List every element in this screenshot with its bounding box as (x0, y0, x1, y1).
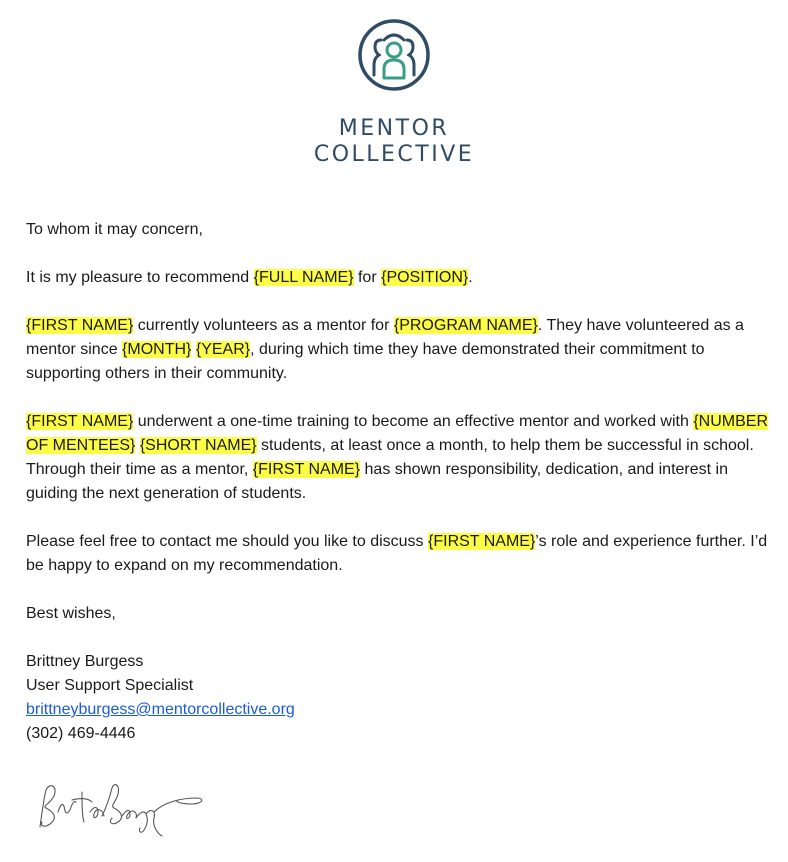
text: Please feel free to contact me should you like to discuss (26, 533, 428, 550)
signer-email-link[interactable]: brittneyburgess@mentorcollective.org (26, 701, 295, 718)
text: students, at least once a month, to help them be successful in school. Through their time as a mentor, (26, 437, 754, 478)
placeholder-first-name: {FIRST NAME} (26, 413, 134, 430)
signer-title: User Support Specialist (26, 677, 194, 694)
handwritten-signature (32, 772, 212, 842)
placeholder-position: {POSITION} (381, 269, 469, 286)
paragraph-intro (26, 266, 776, 290)
text: It is my pleasure to recommend (26, 269, 254, 286)
logo-text-mentor: MENTOR (338, 116, 450, 141)
text: for (353, 269, 382, 286)
placeholder-month: {MONTH} (122, 341, 192, 358)
letter-body (26, 218, 776, 746)
text: . They have volunteered as a mentor since (26, 317, 744, 358)
text: , during which time they have demonstrated their commitment to supporting others in their community. (26, 341, 705, 382)
text: underwent a one-time training to become an effective mentor and worked with (133, 413, 694, 430)
text: . (468, 269, 473, 286)
text: ’s role and experience further. I’d be happy to expand on my recommendation. (26, 533, 768, 574)
placeholder-program-name: {PROGRAM NAME} (393, 317, 538, 334)
salutation: To whom it may concern, (26, 221, 203, 238)
paragraph-volunteer (26, 314, 776, 386)
placeholder-number-of-mentees: {NUMBER OF MENTEES} (26, 413, 768, 454)
placeholder-full-name: {FULL NAME} (253, 269, 354, 286)
logo-text-collective: COLLECTIVE (313, 142, 475, 167)
placeholder-year: {YEAR} (195, 341, 251, 358)
closing: Best wishes, (26, 605, 116, 622)
placeholder-short-name: {SHORT NAME} (139, 437, 257, 454)
people-group-icon (354, 10, 434, 110)
text: currently volunteers as a mentor for (133, 317, 394, 334)
placeholder-first-name: {FIRST NAME} (252, 461, 361, 478)
paragraph-training (26, 410, 776, 506)
signature-block (26, 650, 776, 746)
mentor-collective-logo (0, 10, 788, 168)
placeholder-first-name: {FIRST NAME} (428, 533, 536, 550)
signer-name: Brittney Burgess (26, 653, 144, 670)
paragraph-contact (26, 530, 776, 578)
text: has shown responsibility, dedication, and interest in guiding the next generation of students. (26, 461, 728, 502)
placeholder-first-name: {FIRST NAME} (26, 317, 134, 334)
signer-phone: (302) 469-4446 (26, 725, 136, 742)
